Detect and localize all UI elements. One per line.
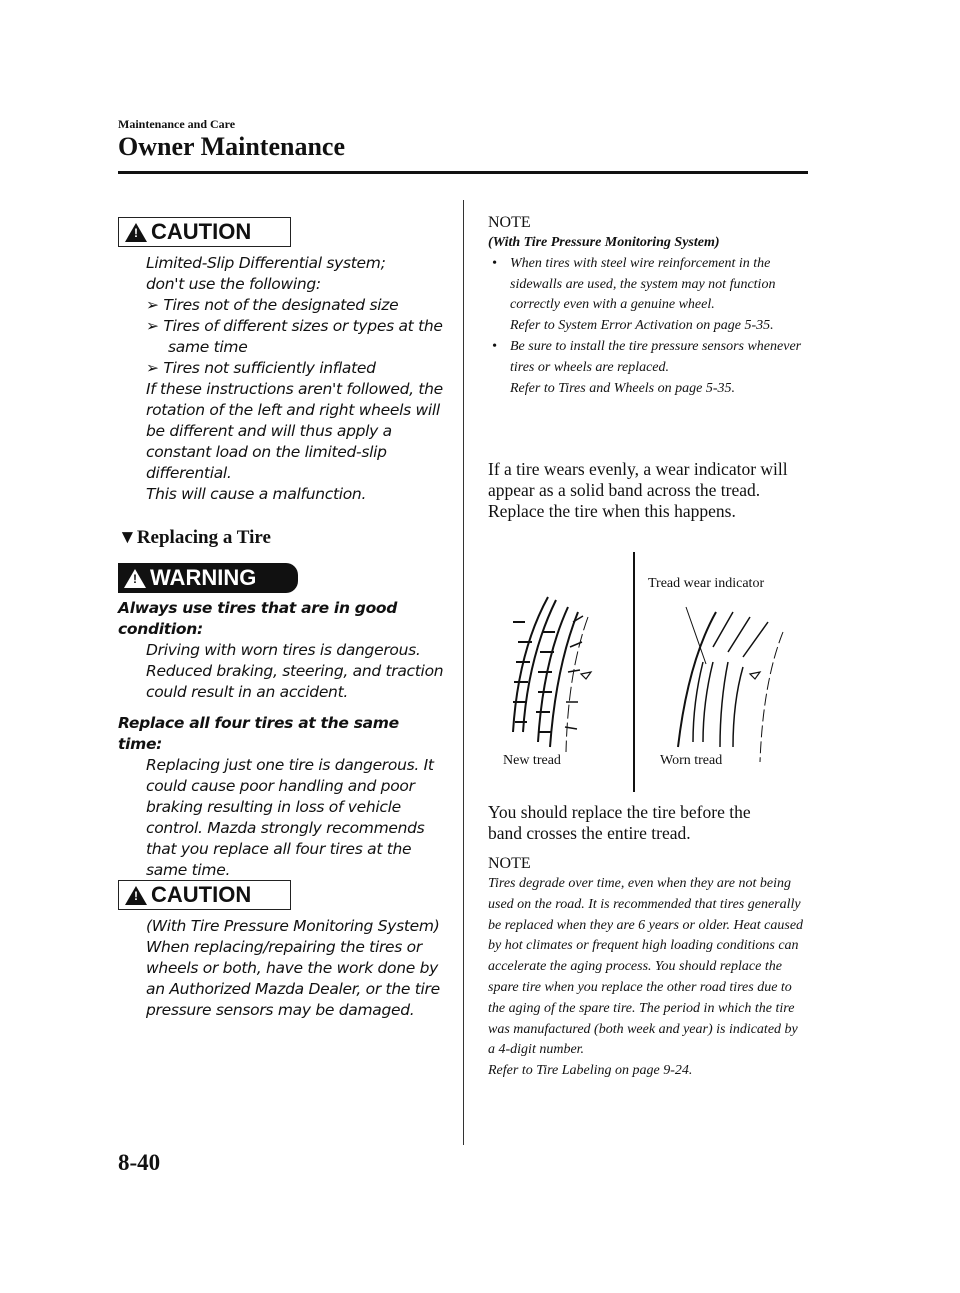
bullet-text: Tires of different sizes or types at the same time	[163, 317, 443, 356]
paragraph: If a tire wears evenly, a wear indicator will appear as a solid band across the tread.	[488, 459, 788, 500]
bullet-text: Tires not sufficiently inflated	[163, 359, 376, 377]
caution-end: This will cause a malfunction.	[146, 485, 367, 503]
warning-item-text: Replacing just one tire is dangerous. It could cause poor handling and poor braking resulting in loss of vehicle control. Mazda strongly recommends that you replace all four tires at the same time.	[146, 756, 434, 879]
indicator-triangle-icon	[750, 672, 760, 679]
caution-box	[118, 880, 291, 910]
column-divider	[463, 200, 464, 1145]
worn-tread-label: Worn tread	[660, 753, 723, 768]
bullet-icon: •	[492, 255, 497, 271]
warning-item-title: Always use tires that are in good condition:	[118, 599, 398, 638]
note-label: NOTE	[488, 214, 531, 231]
new-tread-drawing	[513, 597, 588, 752]
caution-label: CAUTION	[151, 882, 252, 907]
warning-triangle-icon: !	[125, 886, 147, 905]
note-ref: Refer to Tire Labeling on page 9-24.	[488, 1063, 693, 1079]
bullet-text: When tires with steel wire reinforcement in the sidewalls are used, the system may not function correctly even with a genuine wheel.	[510, 255, 776, 313]
bullet-text: Tires not of the designated size	[163, 296, 399, 314]
warning-text	[118, 598, 448, 881]
heading-text: Replacing a Tire	[136, 527, 271, 548]
note-label: NOTE	[488, 855, 531, 872]
section-label: Maintenance and Care	[118, 117, 236, 131]
caution-body: When replacing/repairing the tires or wheels or both, have the work done by an Authorized Mazda Dealer, or the tire pressure sensors may be damaged.	[146, 938, 440, 1019]
caution-intro: don't use the following:	[146, 275, 321, 293]
header-rule	[118, 171, 808, 174]
caution-label: CAUTION	[151, 219, 252, 244]
tread-wear-indicator-label: Tread wear indicator	[648, 576, 765, 591]
caution-bullet: ➢ Tires not of the designated size	[146, 296, 399, 314]
wear-paragraph	[488, 459, 788, 522]
triangle-down-icon: ▼	[118, 527, 137, 548]
indicator-triangle-icon	[581, 672, 591, 679]
caution-sub: (With Tire Pressure Monitoring System)	[146, 917, 440, 935]
caution-body: If these instructions aren't followed, the rotation of the left and right wheels will be different and will thus apply a constant load on the limited-slip differential.	[146, 380, 443, 482]
caution-bullet: ➢ Tires not sufficiently inflated	[146, 359, 376, 377]
new-tread-label: New tread	[503, 753, 561, 768]
paragraph: Replace the tire when this happens.	[488, 501, 736, 521]
note-text: Tires degrade over time, even when they are not being used on the road. It is recommended that tires generally be replaced when they are 6 years or older. Heat caused by hot climates or frequent high loading conditions can accelerate the aging process. You should replace the spare tire when you replace the other road tires due to the aging of the spare tire. The period in which the tire was manufactured (both week and year) is indicated by a 4-digit number.	[488, 876, 804, 1058]
bullet-icon: •	[492, 338, 497, 354]
tread-figure	[488, 552, 808, 792]
caution-text	[146, 916, 441, 1021]
section-heading	[118, 527, 271, 549]
warning-item-title: Replace all four tires at the same time:	[118, 714, 399, 753]
note-tpms	[488, 212, 806, 399]
bullet-text: Be sure to install the tire pressure sensors whenever tires or wheels are replaced.	[510, 338, 802, 375]
warning-triangle-icon: !	[125, 223, 147, 242]
replace-paragraph: You should replace the tire before the band crosses the entire tread.	[488, 802, 751, 843]
bullet-ref: Refer to System Error Activation on page 5-35.	[510, 318, 774, 334]
note-aging	[488, 853, 806, 1082]
page-title: Owner Maintenance	[118, 132, 345, 161]
caution-bullet: ➢ Tires of different sizes or types at the same time	[146, 317, 443, 356]
note-bullet	[488, 254, 806, 337]
warning-triangle-icon: !	[124, 569, 146, 588]
warning-label: WARNING	[150, 565, 257, 590]
warning-box	[118, 563, 298, 593]
worn-tread-drawing	[678, 607, 783, 762]
caution-text	[146, 253, 446, 505]
caution-box	[118, 217, 291, 247]
warning-item-text: Driving with worn tires is dangerous. Reduced braking, steering, and traction could result in an accident.	[146, 641, 444, 701]
note-sub: (With Tire Pressure Monitoring System)	[488, 235, 720, 250]
bullet-ref: Refer to Tires and Wheels on page 5-35.	[510, 380, 736, 396]
caution-intro: Limited-Slip Differential system;	[146, 254, 386, 272]
note-bullet	[488, 337, 806, 399]
page-number: 8-40	[118, 1150, 161, 1175]
